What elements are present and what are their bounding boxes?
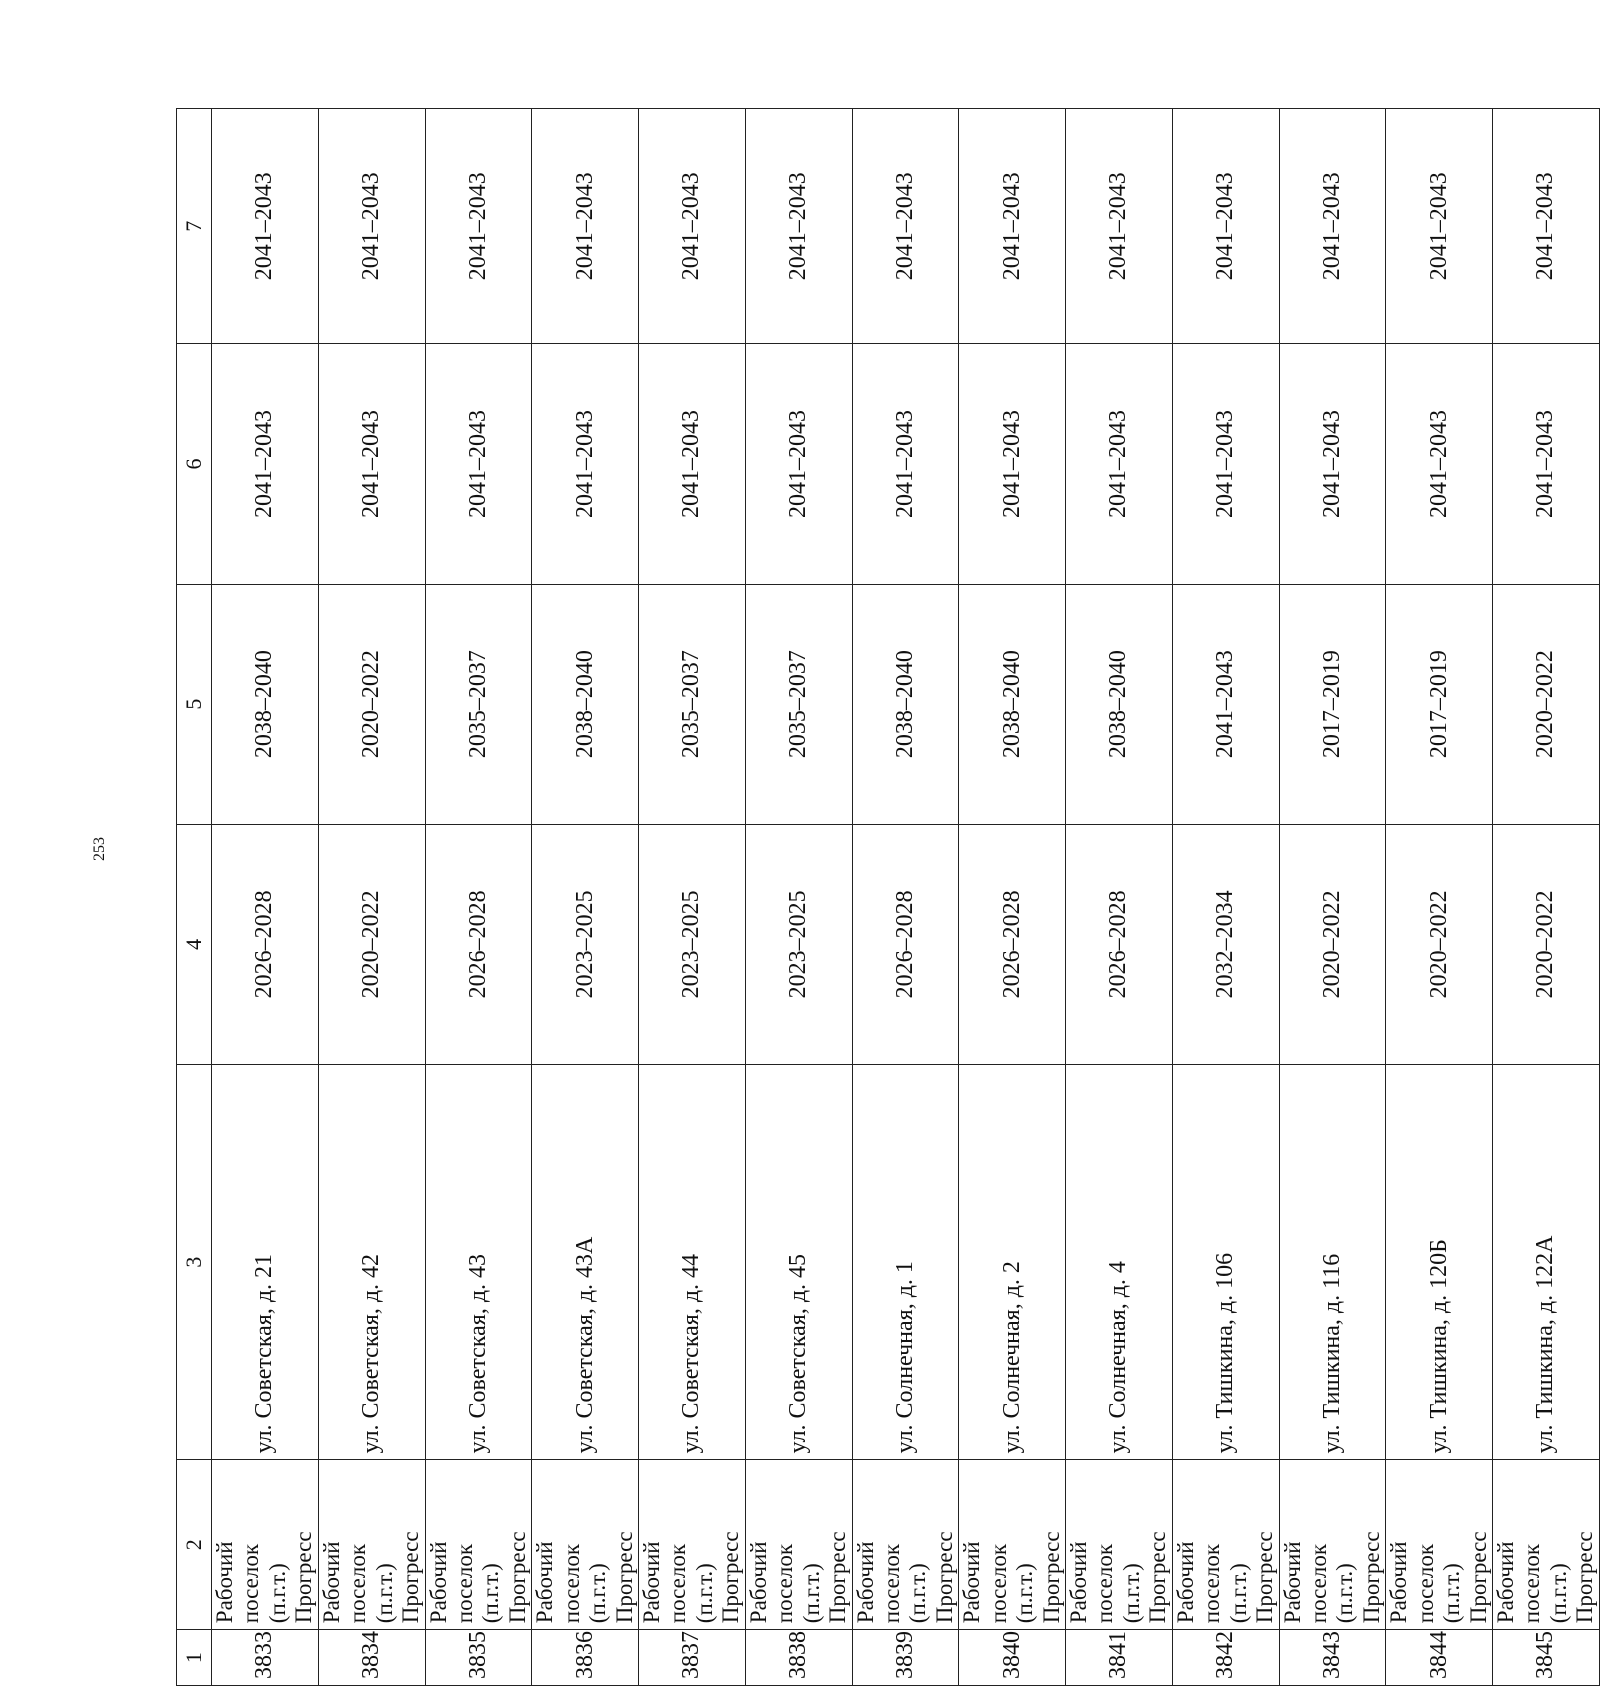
period-cell-5: 2020–2022 [1493,584,1600,824]
period-cell-4: 2032–2034 [1172,824,1279,1064]
table-container [176,108,1598,1686]
period-cell-5: 2041–2043 [1172,584,1279,824]
settlement-line-2: (п.г.т.) Прогресс [691,1531,744,1624]
row-number-cell: 3834 [318,1630,425,1686]
settlement-cell [212,1460,319,1630]
table-row [425,109,532,1686]
period-cell-4: 2020–2022 [1493,824,1600,1064]
period-cell-6: 2041–2043 [1386,344,1493,584]
table-body [212,109,1600,1686]
settlement-line-1: Рабочий поселок [852,1541,904,1624]
row-number-cell: 3835 [425,1630,532,1686]
period-cell-7: 2041–2043 [1493,109,1600,344]
address-cell: ул. Тишкина, д. 122А [1493,1064,1600,1459]
period-cell-7: 2041–2043 [1066,109,1173,344]
settlement-cell [532,1460,639,1630]
row-number-cell: 3837 [639,1630,746,1686]
period-cell-5: 2017–2019 [1279,584,1386,824]
settlement-cell [852,1460,959,1630]
settlement-line-1: Рабочий поселок [1493,1541,1545,1624]
period-cell-6: 2041–2043 [425,344,532,584]
table-row [1493,109,1600,1686]
period-cell-6: 2041–2043 [212,344,319,584]
table-row [1279,109,1386,1686]
period-cell-7: 2041–2043 [745,109,852,344]
table-row [532,109,639,1686]
period-cell-7: 2041–2043 [212,109,319,344]
period-cell-4: 2020–2022 [1279,824,1386,1064]
address-cell: ул. Советская, д. 44 [639,1064,746,1459]
period-cell-4: 2026–2028 [212,824,319,1064]
column-header: 6 [177,344,212,584]
period-cell-6: 2041–2043 [745,344,852,584]
period-cell-7: 2041–2043 [852,109,959,344]
page-number: 253 [91,837,108,861]
address-cell: ул. Советская, д. 21 [212,1064,319,1459]
table-row [639,109,746,1686]
period-cell-4: 2026–2028 [425,824,532,1064]
table-header-row [177,109,212,1686]
address-cell: ул. Советская, д. 42 [318,1064,425,1459]
table-row [1172,109,1279,1686]
column-header: 5 [177,584,212,824]
table-row [318,109,425,1686]
table-row [745,109,852,1686]
period-cell-6: 2041–2043 [1279,344,1386,584]
settlement-cell [639,1460,746,1630]
settlement-line-1: Рабочий поселок [959,1541,1011,1624]
column-header: 7 [177,109,212,344]
period-cell-5: 2038–2040 [212,584,319,824]
settlement-cell [1172,1460,1279,1630]
table-row [959,109,1066,1686]
address-cell: ул. Советская, д. 43 [425,1064,532,1459]
settlement-line-2: (п.г.т.) Прогресс [585,1531,637,1624]
settlement-line-2: (п.г.т.) Прогресс [371,1531,424,1624]
period-cell-6: 2041–2043 [1172,344,1279,584]
settlement-line-1: Рабочий поселок [1066,1541,1118,1624]
period-cell-6: 2041–2043 [639,344,746,584]
address-cell: ул. Тишкина, д. 116 [1279,1064,1386,1459]
table-row [212,109,319,1686]
row-number-cell: 3840 [959,1630,1066,1686]
row-number-cell: 3842 [1172,1630,1279,1686]
settlement-cell [1279,1460,1386,1630]
address-cell: ул. Солнечная, д. 2 [959,1064,1066,1459]
settlement-cell [959,1460,1066,1630]
settlement-line-1: Рабочий поселок [532,1541,584,1624]
settlement-line-1: Рабочий поселок [1172,1541,1225,1624]
settlement-line-2: (п.г.т.) Прогресс [798,1531,851,1624]
period-cell-5: 2017–2019 [1386,584,1493,824]
settlement-line-1: Рабочий поселок [318,1541,371,1624]
column-header: 1 [177,1630,212,1686]
period-cell-7: 2041–2043 [318,109,425,344]
address-table [176,108,1600,1686]
settlement-line-2: (п.г.т.) Прогресс [478,1531,530,1624]
settlement-cell [1066,1460,1173,1630]
row-number-cell: 3841 [1066,1630,1173,1686]
settlement-cell [1386,1460,1493,1630]
address-cell: ул. Советская, д. 43А [532,1064,639,1459]
period-cell-7: 2041–2043 [1172,109,1279,344]
column-header: 2 [177,1460,212,1630]
settlement-line-1: Рабочий поселок [639,1541,691,1624]
settlement-line-2: (п.г.т.) Прогресс [264,1531,317,1624]
row-number-cell: 3843 [1279,1630,1386,1686]
period-cell-7: 2041–2043 [425,109,532,344]
period-cell-6: 2041–2043 [1066,344,1173,584]
period-cell-6: 2041–2043 [959,344,1066,584]
period-cell-4: 2026–2028 [852,824,959,1064]
period-cell-5: 2038–2040 [959,584,1066,824]
period-cell-4: 2020–2022 [1386,824,1493,1064]
period-cell-7: 2041–2043 [1386,109,1493,344]
period-cell-4: 2023–2025 [532,824,639,1064]
period-cell-5: 2035–2037 [425,584,532,824]
period-cell-7: 2041–2043 [959,109,1066,344]
column-header: 4 [177,824,212,1064]
settlement-line-2: (п.г.т.) Прогресс [1439,1531,1491,1624]
period-cell-5: 2020–2022 [318,584,425,824]
settlement-cell [318,1460,425,1630]
period-cell-5: 2038–2040 [1066,584,1173,824]
settlement-cell [745,1460,852,1630]
settlement-line-1: Рабочий поселок [212,1541,264,1624]
settlement-line-2: (п.г.т.) Прогресс [1012,1531,1064,1624]
row-number-cell: 3845 [1493,1630,1600,1686]
period-cell-5: 2035–2037 [745,584,852,824]
period-cell-5: 2038–2040 [852,584,959,824]
period-cell-5: 2035–2037 [639,584,746,824]
address-cell: ул. Солнечная, д. 4 [1066,1064,1173,1459]
period-cell-6: 2041–2043 [532,344,639,584]
settlement-line-1: Рабочий поселок [1386,1541,1438,1624]
table-row [1066,109,1173,1686]
period-cell-7: 2041–2043 [1279,109,1386,344]
address-cell: ул. Солнечная, д. 1 [852,1064,959,1459]
row-number-cell: 3839 [852,1630,959,1686]
period-cell-7: 2041–2043 [639,109,746,344]
period-cell-4: 2026–2028 [1066,824,1173,1064]
row-number-cell: 3844 [1386,1630,1493,1686]
table-rotator [176,108,1598,1686]
period-cell-7: 2041–2043 [532,109,639,344]
table-row [852,109,959,1686]
period-cell-6: 2041–2043 [318,344,425,584]
settlement-line-1: Рабочий поселок [1279,1541,1331,1624]
row-number-cell: 3838 [745,1630,852,1686]
period-cell-4: 2023–2025 [639,824,746,1064]
period-cell-4: 2020–2022 [318,824,425,1064]
period-cell-4: 2023–2025 [745,824,852,1064]
row-number-cell: 3833 [212,1630,319,1686]
period-cell-6: 2041–2043 [852,344,959,584]
settlement-line-2: (п.г.т.) Прогресс [1332,1531,1384,1624]
settlement-line-2: (п.г.т.) Прогресс [1225,1531,1278,1624]
period-cell-4: 2026–2028 [959,824,1066,1064]
column-header: 3 [177,1064,212,1459]
settlement-line-2: (п.г.т.) Прогресс [905,1531,957,1624]
settlement-line-2: (п.г.т.) Прогресс [1545,1531,1598,1624]
address-cell: ул. Советская, д. 45 [745,1064,852,1459]
period-cell-5: 2038–2040 [532,584,639,824]
address-cell: ул. Тишкина, д. 120Б [1386,1064,1493,1459]
row-number-cell: 3836 [532,1630,639,1686]
period-cell-6: 2041–2043 [1493,344,1600,584]
settlement-cell [425,1460,532,1630]
settlement-line-1: Рабочий поселок [425,1541,477,1624]
settlement-line-2: (п.г.т.) Прогресс [1118,1531,1171,1624]
table-row [1386,109,1493,1686]
settlement-cell [1493,1460,1600,1630]
settlement-line-1: Рабочий поселок [745,1541,798,1624]
address-cell: ул. Тишкина, д. 106 [1172,1064,1279,1459]
